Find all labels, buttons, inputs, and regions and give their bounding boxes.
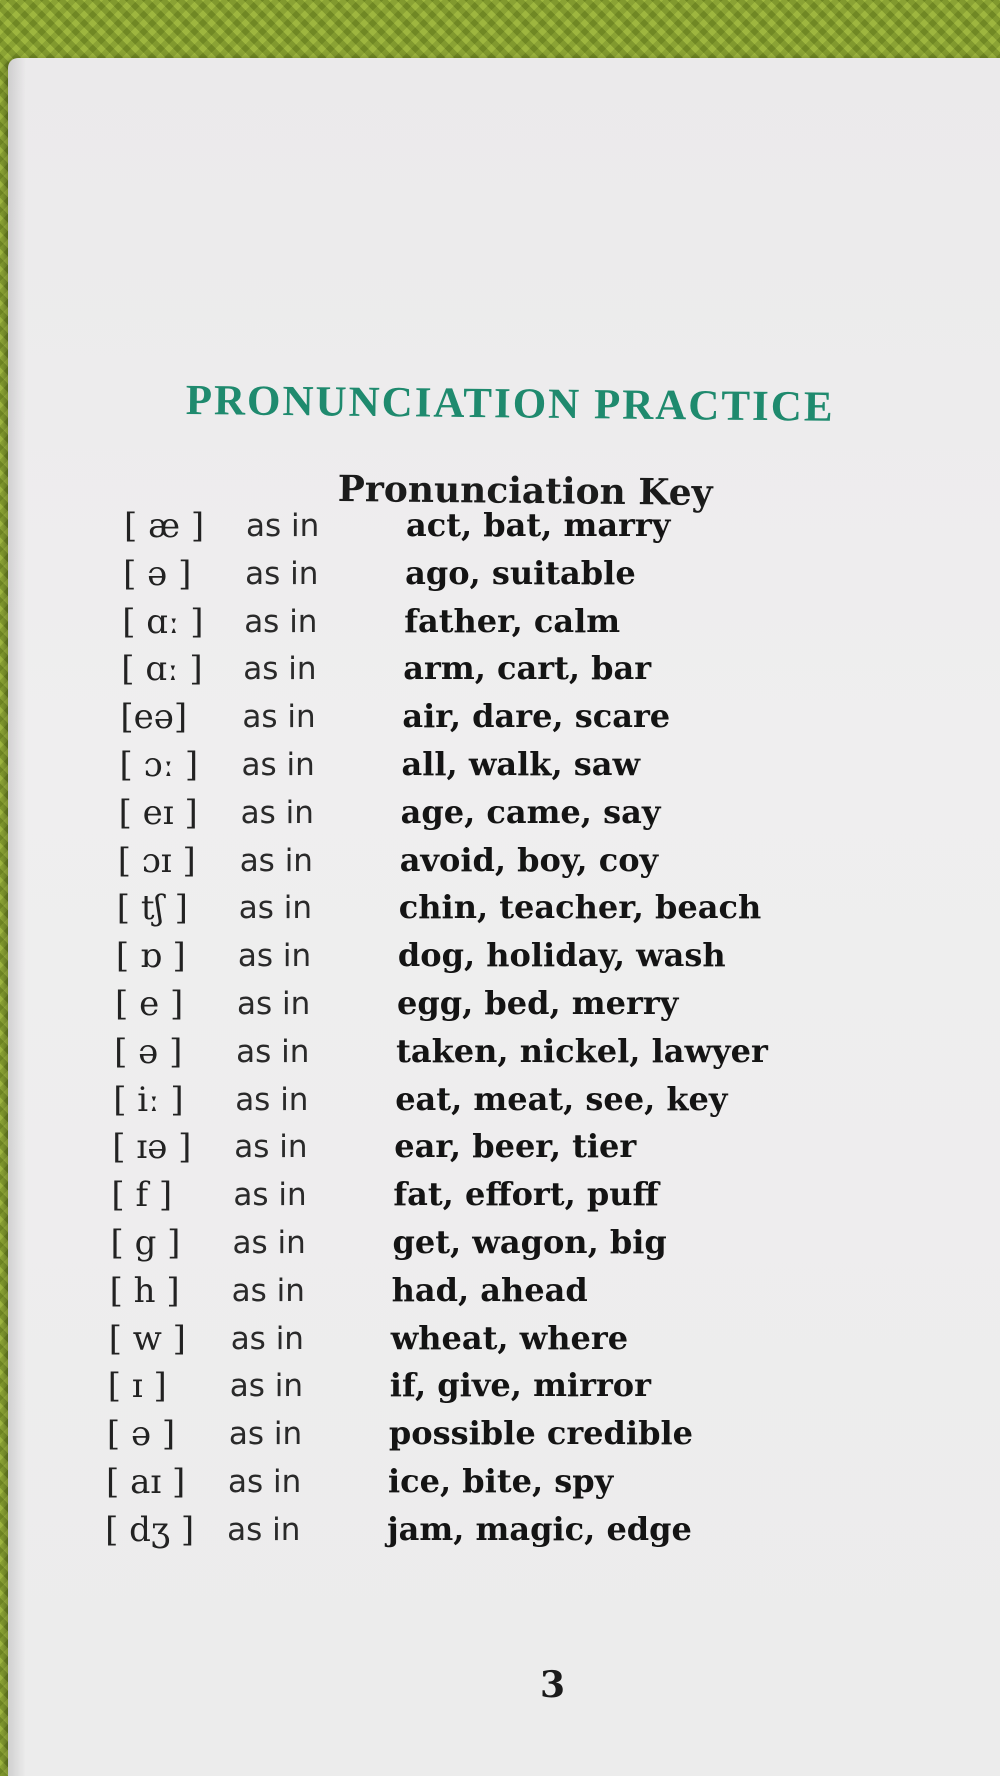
connector-text: as in: [230, 1320, 304, 1357]
connector-text: as in: [233, 1177, 307, 1214]
key-row: [109, 1319, 889, 1365]
connector-text: as in: [237, 938, 312, 975]
example-words: ice, bite, spy: [388, 1462, 614, 1500]
key-row: [116, 936, 896, 982]
connector-text: as in: [241, 747, 315, 783]
key-row: [123, 554, 903, 600]
phonetic-symbol: [ æ ]: [124, 506, 205, 546]
connector-text: as in: [229, 1368, 304, 1405]
connector-text: as in: [234, 1129, 308, 1166]
example-words: ear, beer, tier: [394, 1127, 637, 1166]
key-row: [111, 1223, 891, 1269]
key-row: [119, 793, 899, 839]
key-row: [111, 1175, 891, 1221]
connector-text: as in: [237, 986, 311, 1022]
connector-text: as in: [235, 1081, 309, 1118]
key-row: [120, 697, 900, 743]
phonetic-symbol: [ ə ]: [106, 1414, 176, 1455]
example-words: chin, teacher, beach: [398, 888, 762, 927]
phonetic-symbol: [ ə ]: [123, 553, 192, 594]
key-row: [118, 841, 898, 887]
phonetic-symbol: [ ɪ ]: [107, 1366, 167, 1407]
example-words: act, bat, marry: [406, 506, 671, 544]
connector-text: as in: [228, 1464, 302, 1500]
example-words: ago, suitable: [405, 553, 636, 592]
connector-text: as in: [238, 890, 313, 927]
phonetic-symbol: [ g ]: [110, 1223, 181, 1263]
phonetic-symbol: [ f ]: [111, 1175, 173, 1216]
key-row: [106, 1462, 886, 1508]
example-words: get, wagon, big: [392, 1223, 667, 1261]
key-row: [114, 1032, 894, 1078]
connector-text: as in: [243, 651, 317, 688]
key-row: [122, 602, 902, 648]
connector-text: as in: [239, 842, 313, 879]
key-row: [121, 649, 901, 695]
key-row: [107, 1414, 887, 1460]
page-title: PRONUNCIATION PRACTICE: [185, 376, 835, 431]
example-words: avoid, boy, coy: [399, 840, 659, 879]
connector-text: as in: [236, 1033, 310, 1070]
page-number: 3: [540, 1664, 566, 1706]
connector-text: as in: [244, 603, 318, 640]
key-row: [117, 888, 897, 934]
pronunciation-key-list: [8, 58, 1000, 1776]
phonetic-symbol: [ h ]: [109, 1270, 180, 1311]
book-page: [8, 58, 1000, 1776]
phonetic-symbol: [ iː ]: [113, 1079, 184, 1120]
phonetic-symbol: [ w ]: [108, 1318, 186, 1359]
example-words: father, calm: [404, 601, 621, 640]
connector-text: as in: [232, 1225, 306, 1261]
phonetic-symbol: [ ə ]: [114, 1031, 183, 1072]
phonetic-symbol: [ ɔː ]: [119, 745, 199, 785]
key-row: [105, 1510, 885, 1556]
phonetic-symbol: [ ɪə ]: [112, 1127, 192, 1168]
connector-text: as in: [228, 1416, 303, 1453]
connector-text: as in: [227, 1511, 301, 1548]
key-row: [113, 1080, 893, 1126]
phonetic-symbol: [ ɑː ]: [121, 649, 203, 690]
connector-text: as in: [240, 794, 314, 831]
phonetic-symbol: [ ɔɪ ]: [117, 840, 196, 881]
key-row: [110, 1271, 890, 1317]
phonetic-symbol: [ ɑː ]: [122, 601, 204, 642]
connector-text: as in: [246, 508, 320, 544]
phonetic-symbol: [ dʒ ]: [105, 1509, 195, 1550]
example-words: eat, meat, see, key: [395, 1079, 728, 1118]
phonetic-symbol: [ eɪ ]: [118, 792, 198, 833]
connector-text: as in: [242, 699, 316, 736]
example-words: if, give, mirror: [389, 1366, 651, 1405]
example-words: possible credible: [388, 1414, 693, 1453]
example-words: jam, magic, edge: [387, 1509, 692, 1548]
connector-text: as in: [231, 1272, 305, 1309]
key-row: [112, 1127, 892, 1173]
example-words: air, dare, scare: [402, 697, 671, 736]
phonetic-symbol: [ aɪ ]: [106, 1462, 186, 1502]
key-row: [124, 506, 904, 552]
key-row: [120, 745, 900, 791]
example-words: age, came, say: [400, 792, 661, 831]
example-words: had, ahead: [391, 1270, 588, 1309]
example-words: arm, cart, bar: [403, 649, 652, 688]
example-words: egg, bed, merry: [397, 984, 679, 1022]
section-subtitle: Pronunciation Key: [337, 468, 713, 514]
phonetic-symbol: [ tʃ ]: [116, 888, 188, 929]
example-words: dog, holiday, wash: [397, 936, 726, 975]
phonetic-symbol: [ e ]: [115, 984, 184, 1024]
phonetic-symbol: [ ɒ ]: [115, 936, 186, 977]
example-words: fat, effort, puff: [393, 1175, 659, 1214]
example-words: all, walk, saw: [401, 745, 641, 783]
phonetic-symbol: [eə]: [120, 697, 188, 738]
example-words: taken, nickel, lawyer: [396, 1031, 768, 1070]
key-row: [108, 1366, 888, 1412]
connector-text: as in: [245, 555, 319, 592]
example-words: wheat, where: [390, 1318, 629, 1357]
key-row: [115, 984, 895, 1030]
